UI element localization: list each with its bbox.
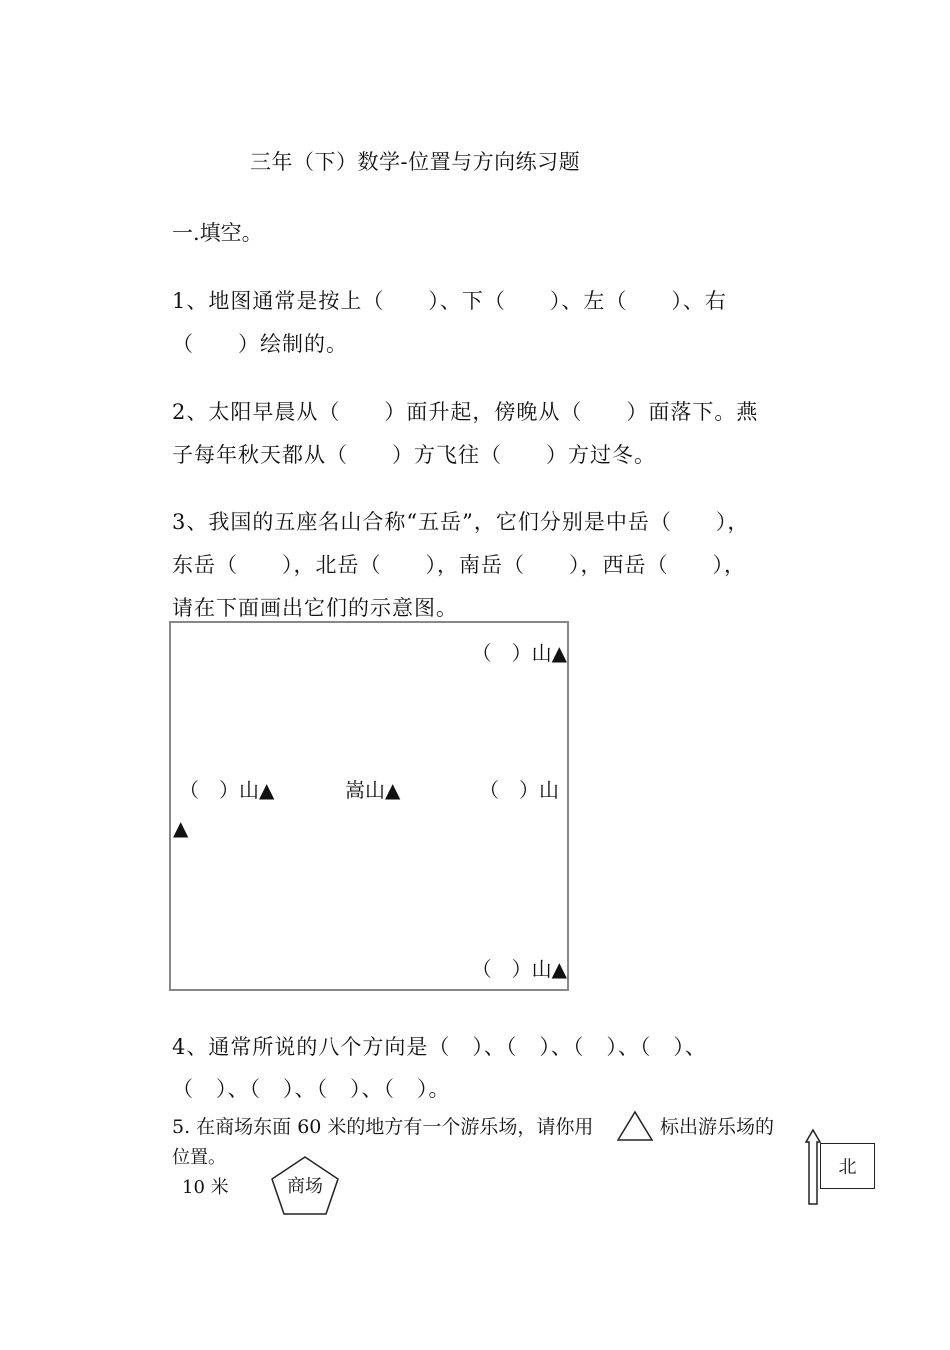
q2-line2: 子每年秋天都从（ ）方飞往（ ）方过冬。 [172,443,656,467]
mountain-map [169,621,569,991]
q5-line1-suffix: 标出游乐场的 [660,1116,775,1138]
q4-line2: （ ）、（ ）、（ ）、（ ）。 [172,1077,451,1101]
map-label-right: （ ）山 [479,778,559,802]
q3-line2: 东岳（ ），北岳（ ），南岳（ ），西岳（ ）， [172,553,746,577]
map-label-center: 嵩山▲ [345,778,401,802]
map-label-bottom: （ ）山▲ [471,957,567,981]
q4-line1: 4、通常所说的八个方向是（ ）、（ ）、（ ）、（ ）、 [172,1035,707,1059]
scale-label: 10 米 [182,1177,229,1198]
section-heading: 一.填空。 [172,221,263,245]
q5-line1-prefix: 5. 在商场东面 60 米的地方有一个游乐场，请你用 [172,1116,594,1138]
q5-line2: 位置。 [172,1147,226,1168]
shop-label: 商场 [287,1176,323,1197]
triangle-icon [617,1110,655,1142]
q1-line2: （ ）绘制的。 [172,332,348,356]
map-label-left: （ ）山▲ [179,778,275,802]
q3-line3: 请在下面画出它们的示意图。 [172,596,458,620]
q1-line1: 1、地图通常是按上（ ）、下（ ）、左（ ）、右 [172,289,727,313]
map-label-top: （ ）山▲ [471,641,567,665]
q3-line1: 3、我国的五座名山合称“五岳”，它们分别是中岳（ ）， [172,510,750,534]
page-title: 三年（下）数学-位置与方向练习题 [250,150,581,174]
north-label: 北 [820,1143,875,1189]
q2-line1: 2、太阳早晨从（ ）面升起，傍晚从（ ）面落下。燕 [172,400,759,424]
map-label-wrap-triangle: ▲ [173,816,189,840]
